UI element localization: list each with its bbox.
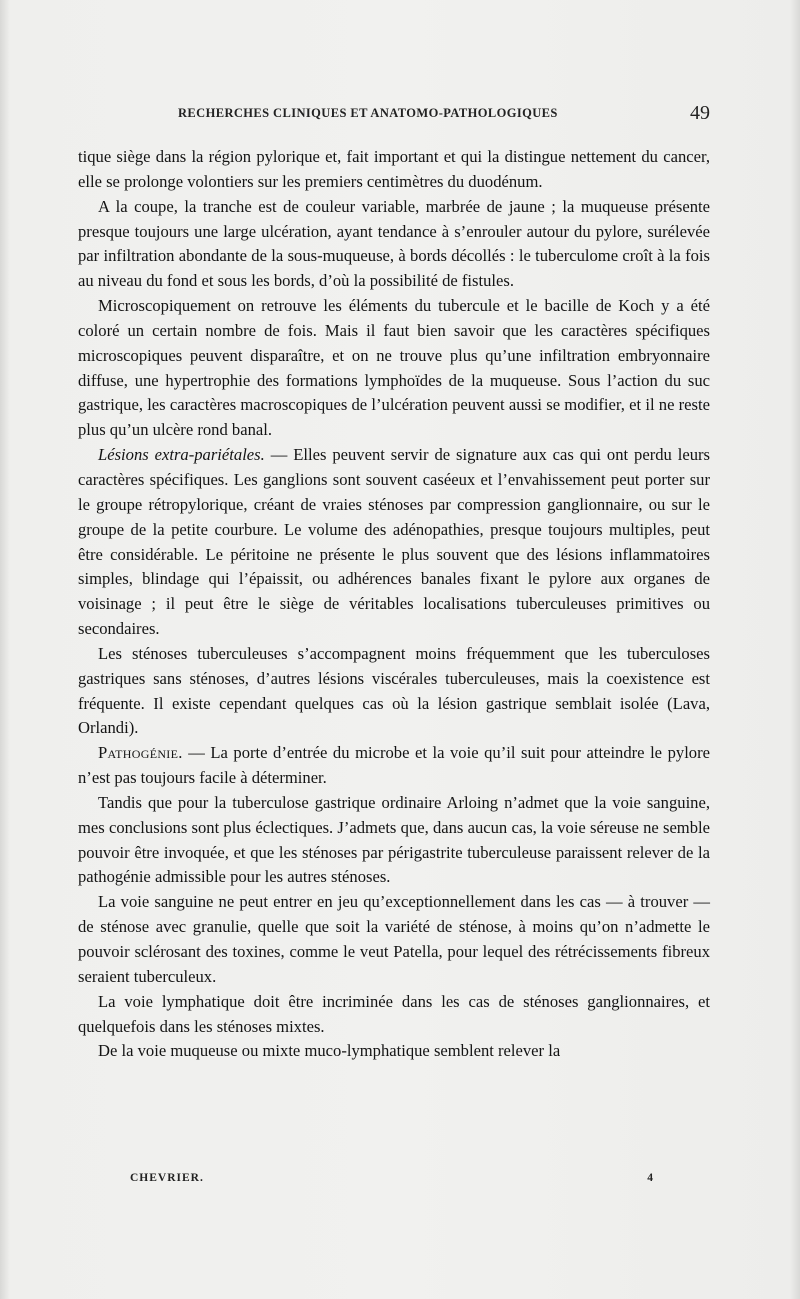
sheet-number: 4 [647, 1172, 654, 1184]
paragraph-arloing: Tandis que pour la tuberculose gastrique ordinaire Arloing n’admet que la voie sanguine, mes conclusions sont plus éclectiques. J’admets que, dans aucun cas, la voie séreuse ne semble pouvoir être invoquée, et que les sténoses par périgastrite tuberculeuse paraissent relever de la pathogénie admissible pour les autres sténoses. [78, 792, 710, 887]
running-title: RECHERCHES CLINIQUES ET ANATOMO-PATHOLOGIQUES [178, 106, 558, 120]
paragraph-voie-muqueuse: De la voie muqueuse ou mixte muco-lymphatique semblent relever la [98, 1041, 561, 1061]
paragraph-coupe: A la coupe, la tranche est de couleur variable, marbrée de jaune ; la muqueuse présente presque toujours une large ulcération, ayant tendance à s’enrouler autour du pylore, surélevée par infiltration abondante de la sous-muqueuse, à bords décollés : le tuberculome croît à la fois au niveau du fond et sous les bords, d’où la possibilité de fistules. [78, 196, 710, 291]
paragraph-voie-sanguine: La voie sanguine ne peut entrer en jeu qu’exceptionnellement dans les cas — à trouver — de sténose avec granulie, quelle que soit la variété de sténose, à moins qu’on n’admette le pouvoir sclérosant des toxines, comme le veut Patella, pour lequel des rétrécissements fibreux seraient tuberculeux. [78, 892, 710, 986]
page-footer [130, 1172, 660, 1192]
printer-signature: CHEVRIER. [130, 1172, 204, 1184]
paragraph-lesions-text: — Elles peuvent servir de signature aux cas qui ont perdu leurs caractères spécifiques. Les ganglions sont souvent caséeux et l’envahissement peut porter sur le groupe rétropylorique, créant de vraies sténoses par compression ganglionnaire, ou sur le groupe de la petite courbure. Le volume des adénopathies, presque toujours multiples, peut être considérable. Le péritoine ne présente le plus souvent que des lésions inflammatoires simples, blindage qui l’épaissit, ou adhérences banales fixant le pylore aux organes de voisinage ; il peut être le siège de véritables localisations tuberculeuses primitives ou secondaires. [78, 445, 710, 639]
paragraph-lesions-extra-parietales [78, 443, 710, 642]
paragraph-voie-lymphatique: La voie lymphatique doit être incriminée dans les cas de sténoses ganglionnaires, et quelquefois dans les sténoses mixtes. [78, 991, 710, 1036]
paragraph-stenoses: Les sténoses tuberculeuses s’accompagnent moins fréquemment que les tuberculoses gastriques sans sténoses, d’autres lésions viscérales tuberculeuses, mais la coexistence est fréquente. Il existe cependant quelques cas où la lésion gastrique semblait isolée (Lava, Orlandi). [78, 643, 710, 738]
paragraph-continued: tique siège dans la région pylorique et, fait important et qui la distingue nettement du cancer, elle se prolonge volontiers sur les premiers centimètres du duodénum. [78, 147, 710, 191]
paragraph-microscopie: Microscopiquement on retrouve les éléments du tubercule et le bacille de Koch y a été coloré un certain nombre de fois. Mais il faut bien savoir que les caractères spécifiques microscopiques peuvent disparaître, et on ne trouve plus qu’une infiltration embryonnaire diffuse, une hypertrophie des formations lymphoïdes de la muqueuse. Sous l’action du suc gastrique, les caractères macroscopiques de l’ulcération peuvent aussi se modifier, et il ne reste plus qu’un ulcère rond banal. [78, 296, 710, 440]
page-header [78, 104, 718, 128]
section-heading-lesions: Lésions extra-pariétales. [98, 445, 265, 465]
paragraph-pathogenie-text: — La porte d’entrée du microbe et la voie qu’il suit pour atteindre le pylore n’est pas toujours facile à déterminer. [78, 743, 710, 788]
body-text [78, 145, 710, 1064]
section-heading-pathogenie: Pathogénie. [98, 743, 183, 763]
page-number: 49 [690, 102, 710, 124]
paragraph-pathogenie [78, 741, 710, 791]
